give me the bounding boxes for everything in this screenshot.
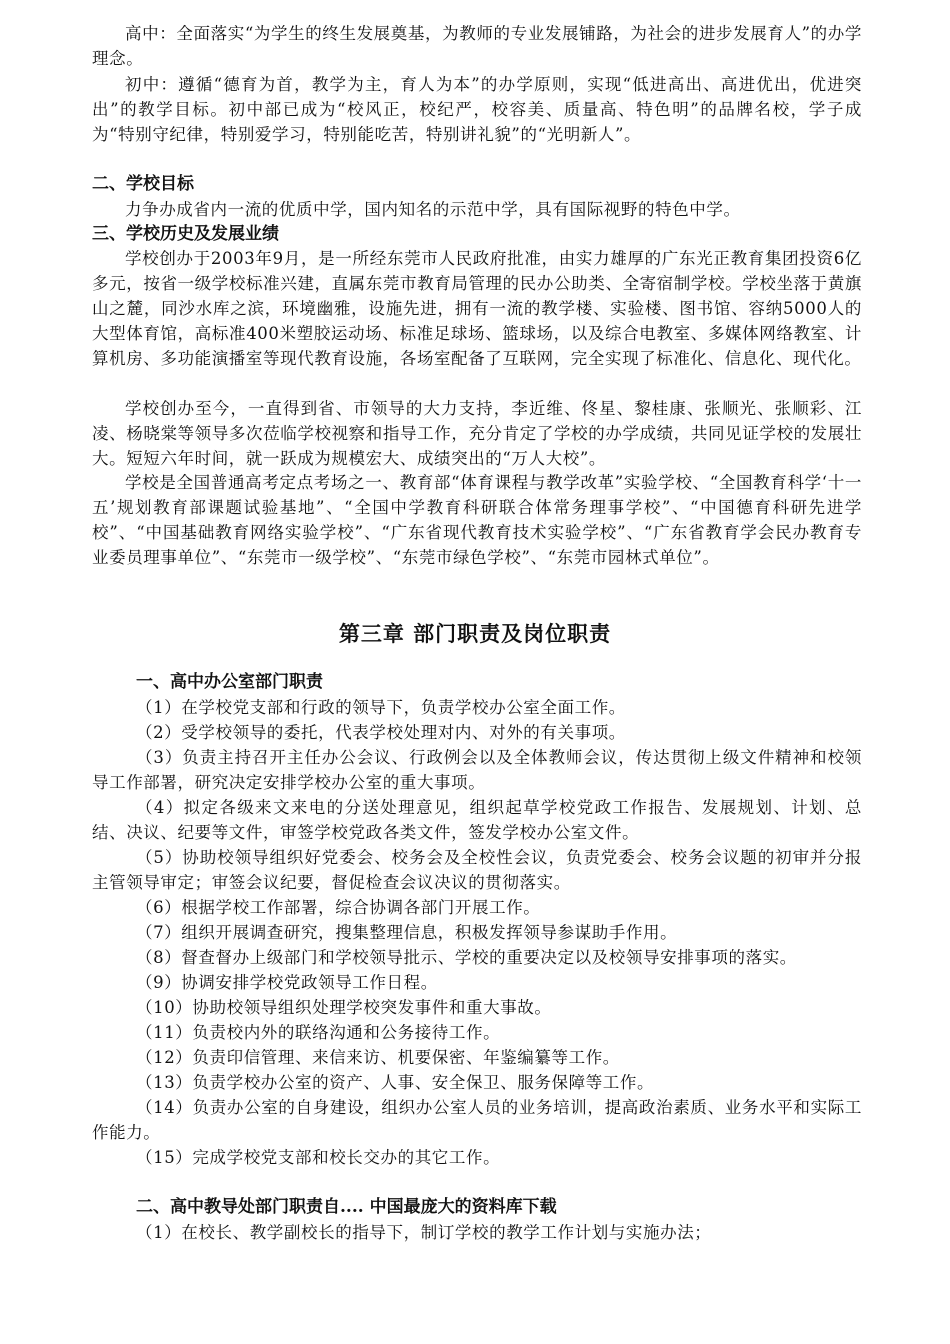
office-duty-item: （7）组织开展调查研究，搜集整理信息，积极发挥领导参谋助手作用。: [136, 923, 678, 942]
office-duty-item: （4）拟定各级来文来电的分送处理意见，组织起草学校党政工作报告、发展规划、计划、总结、决议、纪要等文件，审签学校党政各类文件，签发学校办公室文件。: [92, 798, 862, 842]
section-heading-goal: 二、学校目标: [92, 174, 194, 194]
office-duty-item: （1）在学校党支部和行政的领导下，负责学校办公室全面工作。: [136, 698, 626, 717]
office-duty-item: （2）受学校领导的委托，代表学校处理对内、对外的有关事项。: [136, 723, 626, 742]
office-duty-item: （15）完成学校党支部和校长交办的其它工作。: [136, 1148, 501, 1167]
office-duty-item: （14）负责办公室的自身建设，组织办公室人员的业务培训，提高政治素质、业务水平和实际工作能力。: [92, 1098, 862, 1142]
office-duty-item: （12）负责印信管理、来信来访、机要保密、年鉴编纂等工作。: [136, 1048, 620, 1067]
office-duty-item: （5）协助校领导组织好党委会、校务会及全校性会议，负责党委会、校务会议题的初审并分报主管领导审定；审签会议纪要，督促检查会议决议的贯彻落实。: [92, 848, 862, 892]
office-duty-item: （3）负责主持召开主任办公会议、行政例会以及全体教师会议，传达贯彻上级文件精神和校领导工作部署，研究决定安排学校办公室的重大事项。: [92, 748, 862, 792]
school-goal-text: 力争办成省内一流的优质中学，国内知名的示范中学，具有国际视野的特色中学。: [125, 200, 741, 219]
office-duty-item: （6）根据学校工作部署，综合协调各部门开展工作。: [136, 898, 541, 917]
office-duties-heading: 一、高中办公室部门职责: [136, 672, 323, 692]
office-duty-item: （10）协助校领导组织处理学校突发事件和重大事故。: [136, 998, 552, 1017]
history-paragraph-1: 学校创办于2003年9月，是一所经东莞市人民政府批准，由实力雄厚的广东光正教育集团投资6亿多元，按省一级学校标准兴建，直属东莞市教育局管理的民办公助类、全寄宿制学校。学校坐落于黄旗山之麓，同沙水库之滨，环境幽雅，设施先进，拥有一流的教学楼、实验楼、图书馆、容纳5000人的大型体育馆，高标准400米塑胶运动场、标准足球场、篮球场，以及综合电教室、多媒体网络教室、计算机房、多功能演播室等现代教育设施，各场室配备了互联网，完全实现了标准化、信息化、现代化。: [92, 249, 862, 368]
chapter-title: 第三章 部门职责及岗位职责: [338, 621, 612, 646]
history-paragraph-2: 学校创办至今，一直得到省、市领导的大力支持，李近维、佟星、黎桂康、张顺光、张顺彩、江凌、杨晓棠等领导多次莅临学校视察和指导工作，充分肯定了学校的办学成绩，共同见证学校的发展壮大。短短六年时间，就一跃成为规模宏大、成绩突出的“万人大校”。: [92, 399, 862, 468]
teaching-duty-item: （1）在校长、教学副校长的指导下，制订学校的教学工作计划与实施办法；: [136, 1223, 712, 1242]
high-school-philosophy: 高中：全面落实“为学生的终生发展奠基，为教师的专业发展铺路，为社会的进步发展育人”的办学理念。: [92, 24, 862, 68]
office-duty-item: （8）督查督办上级部门和学校领导批示、学校的重要决定以及校领导安排事项的落实。: [136, 948, 797, 967]
office-duty-item: （9）协调安排学校党政领导工作日程。: [136, 973, 438, 992]
history-paragraph-3: 学校是全国普通高考定点考场之一、教育部“体育课程与教学改革”实验学校、“全国教育科学‘十一五’规划教育部课题试验基地”、“全国中学教育科研联合体常务理事学校”、“中国德育科研先进学校”、“中国基础教育网络实验学校”、“广东省现代教育技术实验学校”、“广东省教育学会民办教育专业委员理事单位”、“东莞市一级学校”、“东莞市绿色学校”、“东莞市园林式单位”。: [92, 473, 862, 567]
office-duty-item: （13）负责学校办公室的资产、人事、安全保卫、服务保障等工作。: [136, 1073, 655, 1092]
teaching-duties-heading: 二、高中教导处部门职责自.... 中国最庞大的资料库下载: [136, 1197, 557, 1217]
section-heading-history: 三、学校历史及发展业绩: [92, 224, 279, 244]
junior-school-principle: 初中：遵循“德育为首，教学为主，育人为本”的办学原则，实现“低进高出、高进优出，优进突出”的教学目标。初中部已成为“校风正，校纪严，校容美、质量高、特色明”的品牌名校，学子成为“特别守纪律，特别爱学习，特别能吃苦，特别讲礼貌”的“光明新人”。: [92, 75, 862, 144]
office-duty-item: （11）负责校内外的联络沟通和公务接待工作。: [136, 1023, 501, 1042]
